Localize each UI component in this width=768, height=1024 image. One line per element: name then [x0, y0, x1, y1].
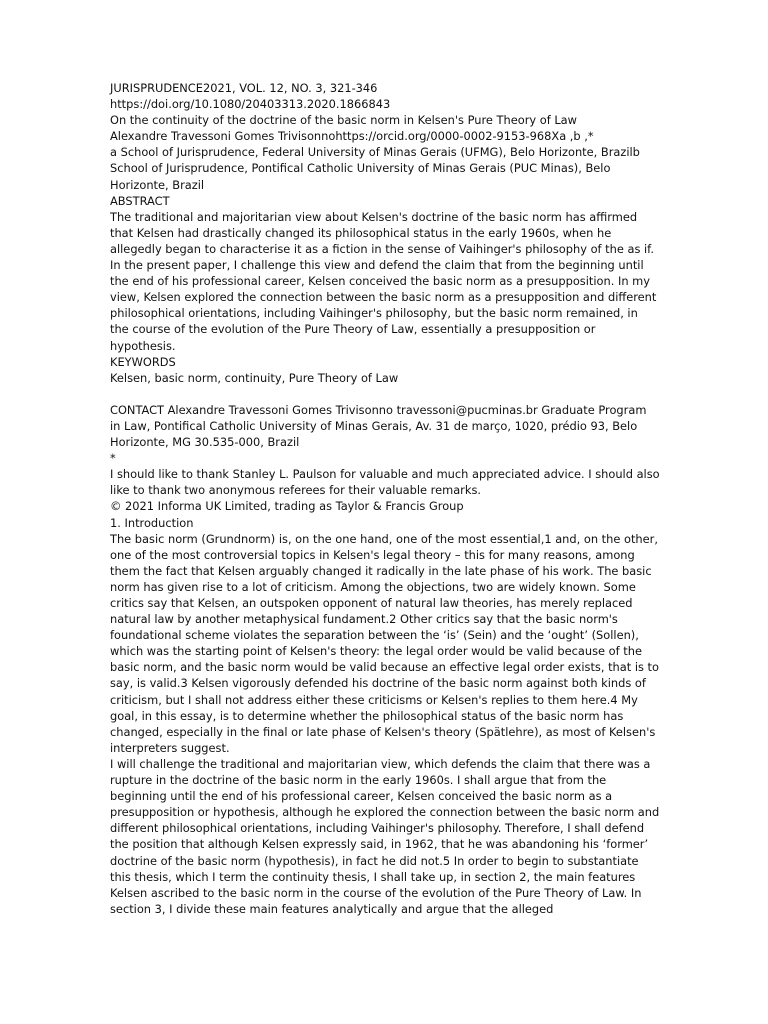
article-title: On the continuity of the doctrine of the basic norm in Kelsen's Pure Theory of Law: [110, 113, 577, 128]
keywords-heading: KEYWORDS: [110, 354, 176, 369]
keywords-text: Kelsen, basic norm, continuity, Pure Theory of Law: [110, 370, 399, 385]
footnote-asterisk: *: [110, 451, 116, 466]
journal-line: JURISPRUDENCE2021, VOL. 12, NO. 3, 321-346: [110, 81, 378, 95]
abstract-heading: ABSTRACT: [110, 193, 170, 208]
document-page: [110, 80, 660, 917]
contact-text: CONTACT Alexandre Travessoni Gomes Trivisonno travessoni@pucminas.br Graduate Program in Law, Pontifical Catholic University of Minas Gerais, Av. 31 de março, 1020, prédio 93, Belo Horizonte, MG 30.535-000, Brazil: [110, 402, 647, 450]
acknowledgement-text: I should like to thank Stanley L. Paulson for valuable and much appreciated advice. I should also like to thank two anonymous referees for their valuable remarks.: [110, 467, 660, 498]
doi-link[interactable]: https://doi.org/10.1080/20403313.2020.1866843: [110, 97, 391, 112]
body-paragraph: The basic norm (Grundnorm) is, on the one hand, one of the most essential,1 and, on the other, one of the most controversial topics in Kelsen's legal theory – this for many reasons, among them the fact that Kelsen arguably changed it radically in the late phase of his work. The basic norm has given rise to a lot of criticism. Among the objections, two are widely known. Some critics say that Kelsen, an outspoken opponent of natural law theories, has merely replaced natural law by another metaphysical fundament.2 Other critics say that the basic norm's foundational scheme violates the separation between the ‘is’ (Sein) and the ‘ought’ (Sollen), which was the starting point of Kelsen's theory: the legal order would be valid because of the basic norm, and the basic norm would be valid because an effective legal order exists, that is to say, is valid.3 Kelsen vigorously defended his doctrine of the basic norm against both kinds of criticism, but I shall not address either these criticisms or Kelsen's replies to them here.4 My goal, in this essay, is to determine whether the philosophical status of the basic norm has changed, especially in the final or late phase of Kelsen's theory (Spätlehre), as most of Kelsen's interpreters suggest.: [110, 531, 659, 755]
affiliations: a School of Jurisprudence, Federal University of Minas Gerais (UFMG), Belo Horizonte, Brazilb School of Jurisprudence, Pontifical Catholic University of Minas Gerais (PUC Minas), Belo Horizonte, Brazil: [110, 145, 640, 192]
spacer: [110, 386, 660, 402]
author-line: Alexandre Travessoni Gomes Trivisonnohttps://orcid.org/0000-0002-9153-968Xa ,b ,*: [110, 129, 594, 144]
abstract-text: The traditional and majoritarian view about Kelsen's doctrine of the basic norm has affirmed that Kelsen had drastically changed its philosophical status in the early 1960s, when he allegedly began to characterise it as a fiction in the sense of Vaihinger's philosophy of the as if. In the present paper, I challenge this view and defend the claim that from the beginning until the end of his professional career, Kelsen conceived the basic norm as a presupposition. In my view, Kelsen explored the connection between the basic norm as a presupposition and different philosophical orientations, including Vaihinger's philosophy, but the basic norm remained, in the course of the evolution of the Pure Theory of Law, essentially a presupposition or hypothesis.: [110, 209, 657, 353]
copyright-line: © 2021 Informa UK Limited, trading as Taylor & Francis Group: [110, 499, 464, 514]
section-heading: 1. Introduction: [110, 515, 194, 530]
body-paragraph: I will challenge the traditional and majoritarian view, which defends the claim that there was a rupture in the doctrine of the basic norm in the early 1960s. I shall argue that from the beginning until the end of his professional career, Kelsen conceived the basic norm as a presupposition or hypothesis, although he explored the connection between the basic norm and different philosophical orientations, including Vaihinger's philosophy. Therefore, I shall defend the position that although Kelsen expressly said, in 1962, that he was abandoning his ‘former’ doctrine of the basic norm (hypothesis), in fact he did not.5 In order to begin to substantiate this thesis, which I term the continuity thesis, I shall take up, in section 2, the main features Kelsen ascribed to the basic norm in the course of the evolution of the Pure Theory of Law. In section 3, I divide these main features analytically and argue that the alleged: [110, 756, 660, 916]
